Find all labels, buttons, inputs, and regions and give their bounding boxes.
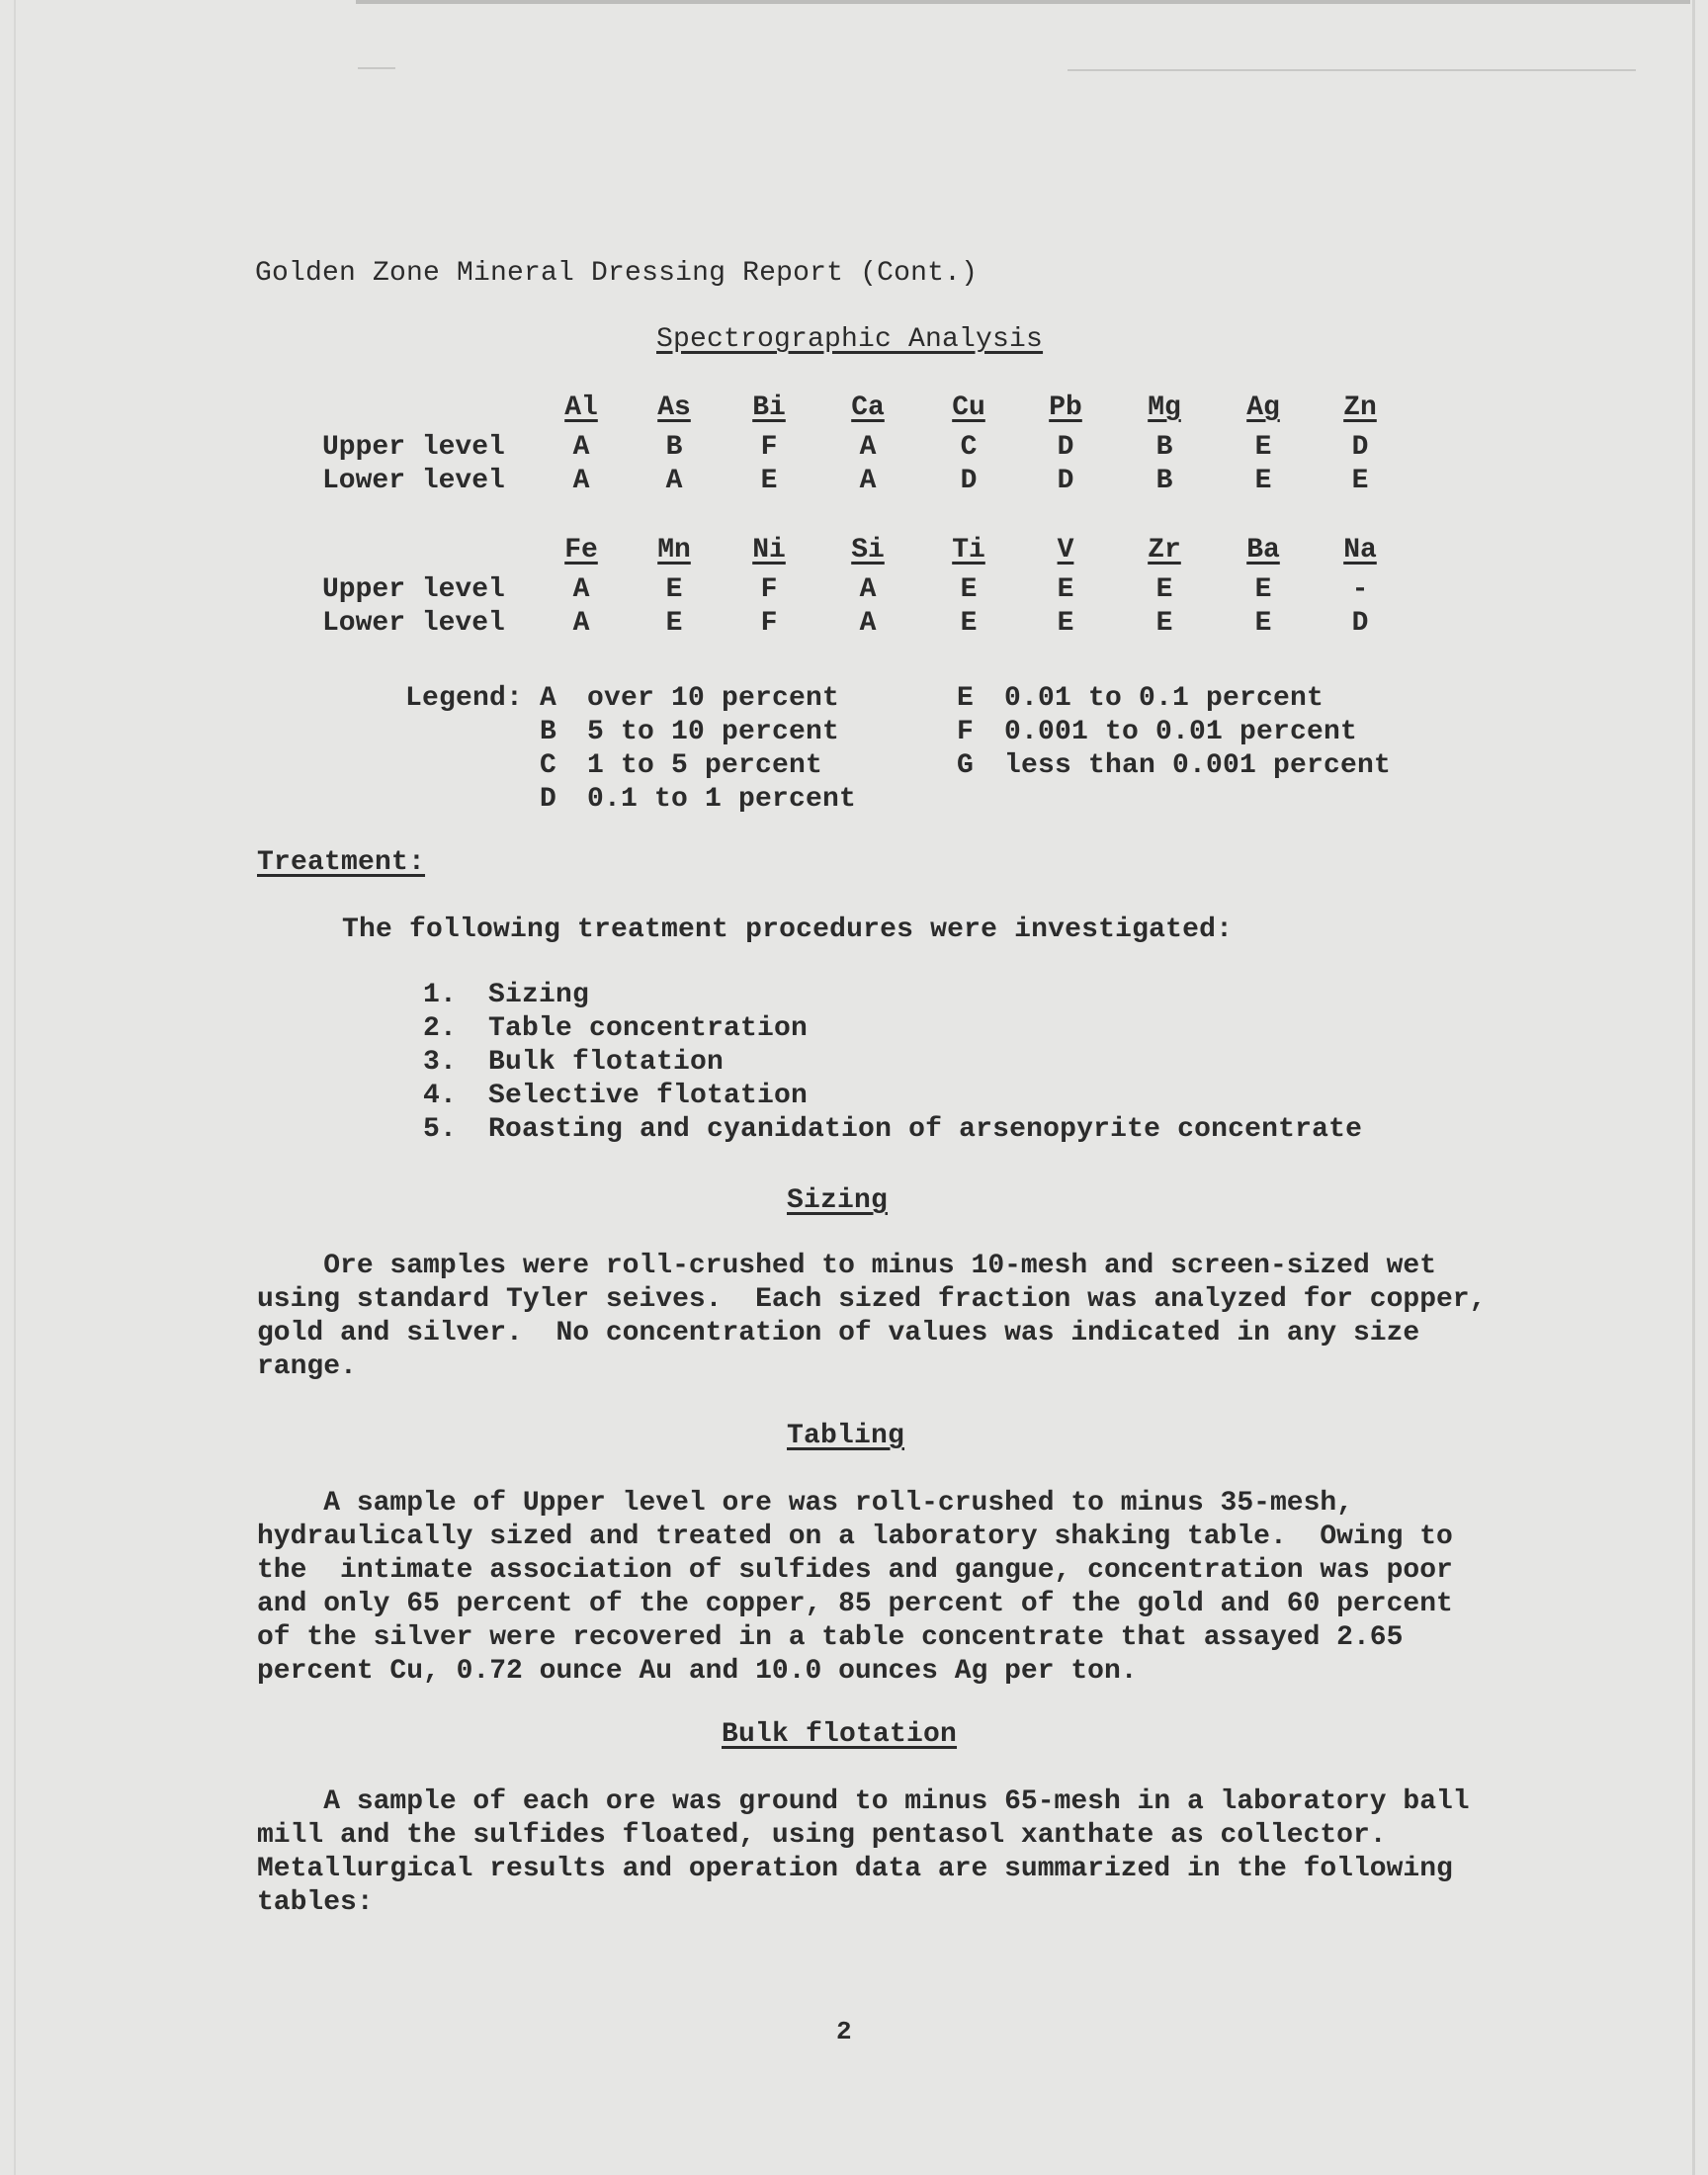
grade-cell: E <box>960 608 978 639</box>
sizing-heading: Sizing <box>787 1185 889 1216</box>
grade-cell: D <box>1351 608 1369 639</box>
treatment-heading: Treatment: <box>257 847 426 878</box>
row-label-upper: Upper level <box>322 432 505 463</box>
paragraph-line: percent Cu, 0.72 ounce Au and 10.0 ounces Ag per ton. <box>257 1656 1138 1687</box>
paragraph-line: gold and silver. No concentration of values was indicated in any size <box>257 1318 1420 1348</box>
paragraph-line: A sample of Upper level ore was roll-crushed to minus 35-mesh, <box>257 1488 1353 1519</box>
grade-cell: E <box>1254 466 1272 496</box>
grade-cell: A <box>859 574 877 605</box>
grade-cell: D <box>960 466 978 496</box>
grade-cell: E <box>1351 466 1369 496</box>
paragraph-line: tables: <box>257 1887 374 1918</box>
list-number: 3. <box>423 1047 458 1078</box>
list-number: 4. <box>423 1081 458 1111</box>
row-label-lower: Lower level <box>322 608 505 639</box>
list-item: Sizing <box>488 980 590 1010</box>
grade-cell: C <box>960 432 978 463</box>
grade-cell: E <box>665 574 683 605</box>
list-item: Roasting and cyanidation of arsenopyrite concentrate <box>488 1114 1363 1145</box>
element-header: Zr <box>1148 535 1181 566</box>
element-header: Ba <box>1246 535 1280 566</box>
grade-cell: A <box>572 432 590 463</box>
bulk-flotation-heading: Bulk flotation <box>722 1719 958 1750</box>
report-title: Golden Zone Mineral Dressing Report (Cont.) <box>255 258 979 289</box>
paragraph-line: mill and the sulfides floated, using pentasol xanthate as collector. <box>257 1820 1387 1851</box>
grade-cell: E <box>665 608 683 639</box>
grade-cell: E <box>1057 608 1074 639</box>
legend-text: less than 0.001 percent <box>1004 750 1392 781</box>
grade-cell: E <box>960 574 978 605</box>
element-header: Ca <box>851 392 885 423</box>
element-header: Si <box>851 535 885 566</box>
spectrographic-heading: Spectrographic Analysis <box>656 324 1044 355</box>
grade-cell: E <box>1254 432 1272 463</box>
grade-cell: F <box>760 608 778 639</box>
treatment-intro: The following treatment procedures were investigated: <box>342 914 1234 945</box>
paragraph-line: A sample of each ore was ground to minus 65-mesh in a laboratory ball <box>257 1786 1470 1817</box>
element-header: Ti <box>952 535 985 566</box>
paragraph-line: using standard Tyler seives. Each sized fraction was analyzed for copper, <box>257 1284 1487 1315</box>
grade-cell: A <box>859 432 877 463</box>
grade-cell: A <box>665 466 683 496</box>
grade-cell: B <box>1155 466 1173 496</box>
grade-cell: E <box>1155 608 1173 639</box>
element-header: Mn <box>657 535 691 566</box>
element-header: Na <box>1343 535 1377 566</box>
list-number: 5. <box>423 1114 458 1145</box>
legend-text: 0.01 to 0.1 percent <box>1004 683 1324 714</box>
element-header: Bi <box>752 392 786 423</box>
page-edge-left <box>14 0 16 2175</box>
page-edge-top <box>356 0 1690 4</box>
legend-text: 0.001 to 0.01 percent <box>1004 717 1358 747</box>
element-header: Cu <box>952 392 985 423</box>
legend-code: G <box>957 750 975 781</box>
grade-cell: F <box>760 432 778 463</box>
paragraph-line: the intimate association of sulfides and gangue, concentration was poor <box>257 1555 1453 1586</box>
element-header: Fe <box>564 535 598 566</box>
list-item: Table concentration <box>488 1013 809 1044</box>
element-header: Al <box>564 392 598 423</box>
grade-cell: E <box>760 466 778 496</box>
legend-code: C <box>540 750 557 781</box>
legend-code: A <box>540 683 557 714</box>
legend-label: Legend: <box>405 683 524 714</box>
legend-text: 5 to 10 percent <box>587 717 840 747</box>
list-number: 1. <box>423 980 458 1010</box>
grade-cell: D <box>1057 432 1074 463</box>
element-header: Ag <box>1246 392 1280 423</box>
row-label-upper: Upper level <box>322 574 505 605</box>
grade-cell: A <box>859 466 877 496</box>
page-edge-right <box>1692 0 1695 2175</box>
grade-cell: A <box>572 574 590 605</box>
grade-cell: E <box>1057 574 1074 605</box>
element-header: As <box>657 392 691 423</box>
element-header: V <box>1057 535 1074 566</box>
element-header: Mg <box>1148 392 1181 423</box>
row-label-lower: Lower level <box>322 466 505 496</box>
scan-mark <box>358 67 395 69</box>
legend-code: F <box>957 717 975 747</box>
grade-cell: E <box>1155 574 1173 605</box>
paragraph-line: hydraulically sized and treated on a laboratory shaking table. Owing to <box>257 1522 1453 1552</box>
grade-cell: B <box>665 432 683 463</box>
grade-cell: A <box>572 466 590 496</box>
grade-cell: A <box>572 608 590 639</box>
legend-code: D <box>540 784 557 815</box>
element-header: Zn <box>1343 392 1377 423</box>
grade-cell: D <box>1351 432 1369 463</box>
legend-code: E <box>957 683 975 714</box>
paragraph-line: Metallurgical results and operation data are summarized in the following <box>257 1854 1453 1884</box>
grade-cell: D <box>1057 466 1074 496</box>
legend-text: 0.1 to 1 percent <box>587 784 857 815</box>
grade-cell: A <box>859 608 877 639</box>
legend-text: 1 to 5 percent <box>587 750 823 781</box>
grade-cell: E <box>1254 574 1272 605</box>
scan-mark <box>1068 69 1636 71</box>
paragraph-line: of the silver were recovered in a table concentrate that assayed 2.65 <box>257 1622 1404 1653</box>
grade-cell: F <box>760 574 778 605</box>
paragraph-line: Ore samples were roll-crushed to minus 10-mesh and screen-sized wet <box>257 1251 1436 1281</box>
element-header: Ni <box>752 535 786 566</box>
tabling-heading: Tabling <box>787 1421 905 1451</box>
paragraph-line: and only 65 percent of the copper, 85 percent of the gold and 60 percent <box>257 1589 1453 1619</box>
list-item: Selective flotation <box>488 1081 809 1111</box>
list-item: Bulk flotation <box>488 1047 725 1078</box>
grade-cell: - <box>1351 574 1369 605</box>
grade-cell: E <box>1254 608 1272 639</box>
grade-cell: B <box>1155 432 1173 463</box>
list-number: 2. <box>423 1013 458 1044</box>
paragraph-line: range. <box>257 1351 357 1382</box>
page-number: 2 <box>836 2017 852 2046</box>
legend-code: B <box>540 717 557 747</box>
legend-text: over 10 percent <box>587 683 840 714</box>
element-header: Pb <box>1049 392 1082 423</box>
